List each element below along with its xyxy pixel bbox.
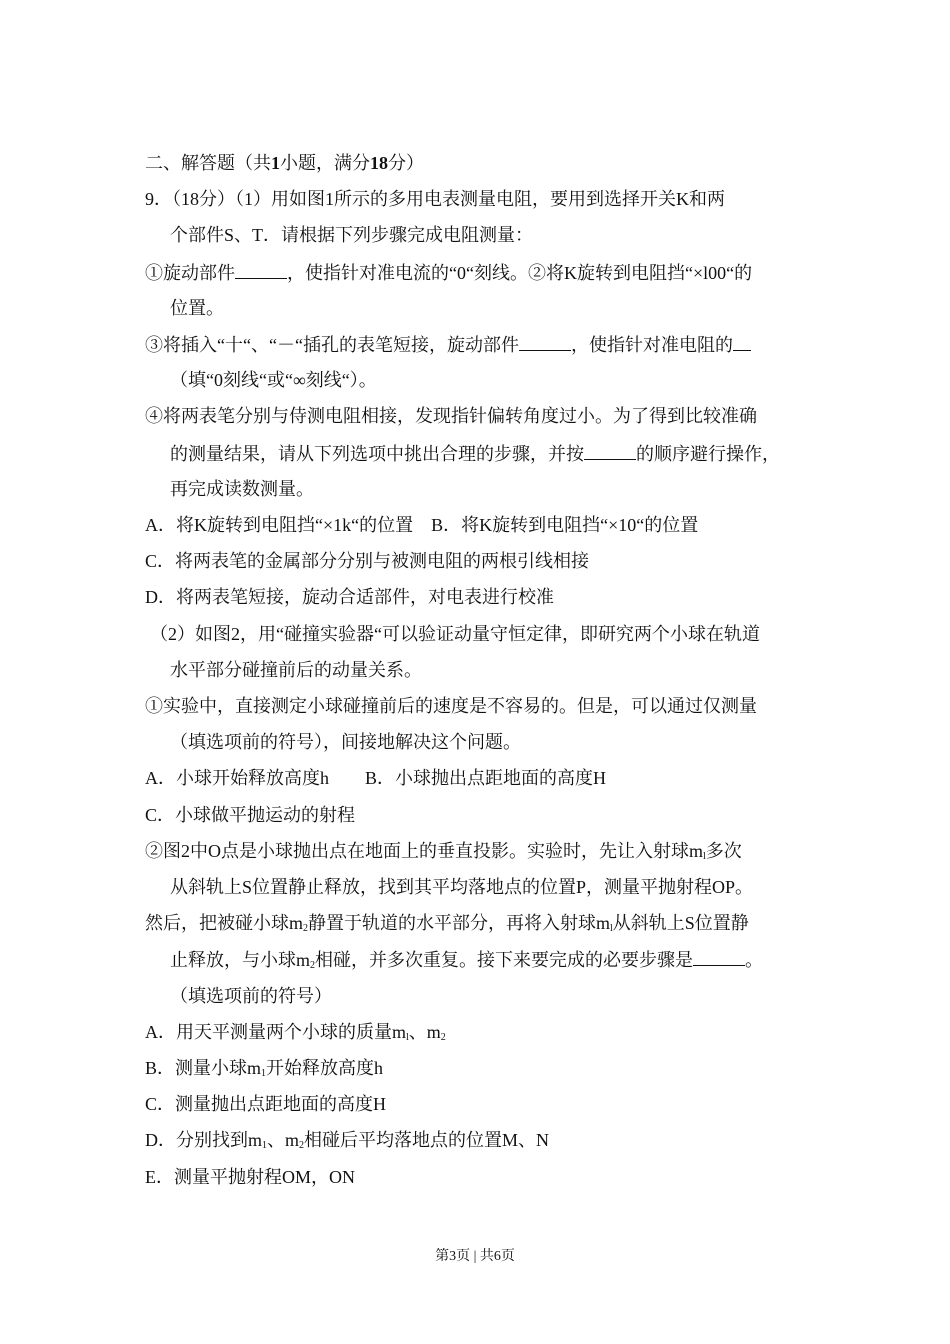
text-run: 、m — [267, 1130, 300, 1151]
text-run: （填“0刻线“或“∞刻线“）。 — [170, 370, 377, 391]
text-run: 从斜轨上S位置静 — [612, 913, 749, 934]
text-run: 分） — [388, 153, 424, 173]
text-run: （填选项前的符号），间接地解决这个问题。 — [170, 732, 521, 753]
answer-blank — [519, 333, 571, 351]
text-run: 、m — [408, 1021, 441, 1042]
text-line — [145, 1093, 386, 1115]
text-run: ④将两表笔分别与侍测电阻相接，发现指针偏转角度过小。为了得到比较准确 — [145, 406, 757, 427]
text-line — [145, 333, 751, 356]
text-run: 个部件S、T．请根据下列步骤完成电阻测量： — [170, 225, 534, 246]
text-line — [170, 369, 377, 391]
text-run: C．将两表笔的金属部分分别与被测电阻的两根引线相接 — [145, 551, 590, 572]
bold-number: 18 — [370, 153, 388, 173]
text-run: 多次 — [705, 840, 742, 861]
text-line — [170, 985, 332, 1007]
text-line — [170, 297, 224, 319]
text-line — [145, 188, 725, 210]
text-line — [145, 1057, 383, 1085]
text-run: 从斜轨上S位置静止释放，找到其平均落地点的位置P，测量平抛射程OP。 — [170, 877, 754, 897]
answer-blank — [235, 261, 287, 279]
text-line — [145, 912, 749, 940]
text-line — [145, 405, 757, 427]
text-run: ②图2中O点是小球抛出点在地面上的垂直投影。实验时，先让入射球m — [145, 840, 703, 861]
text-run: （2）如图2，用“碰撞实验器“可以验证动量守恒定律，即研究两个小球在轨道 — [150, 623, 760, 644]
subscript: 2 — [310, 960, 316, 972]
text-run: 然后，把被碰小球m — [145, 913, 304, 934]
page-footer: 第3页 | 共6页 — [435, 1249, 515, 1264]
subscript: 2 — [440, 1031, 446, 1043]
answer-blank — [693, 948, 745, 966]
text-run: D．将两表笔短接，旋动合适部件，对电表进行校准 — [145, 587, 554, 608]
text-line — [170, 948, 763, 977]
text-run: 小题，满分 — [280, 153, 370, 173]
answer-blank — [733, 333, 751, 351]
subscript: 2 — [303, 923, 309, 935]
text-run: D．分别找到m — [145, 1130, 262, 1151]
text-line — [145, 804, 355, 826]
subscript: l — [610, 923, 613, 935]
text-line — [145, 1021, 446, 1049]
text-line — [170, 478, 314, 500]
text-run: 的顺序避行操作， — [636, 443, 780, 464]
text-run: 9．（18分）（1）用如图1所示的多用电表测量电阻，要用到选择开关K和两 — [145, 189, 725, 210]
text-run: 。 — [745, 950, 764, 971]
answer-blank — [584, 442, 636, 460]
text-line — [170, 659, 422, 681]
text-run: A．用天平测量两个小球的质量m — [145, 1021, 406, 1042]
text-line — [145, 767, 606, 789]
text-line — [170, 442, 780, 465]
text-line — [145, 586, 554, 608]
text-run: 二、解答题（共 — [145, 153, 271, 173]
text-run: （填选项前的符号） — [170, 985, 332, 1006]
text-run: 再完成读数测量。 — [170, 478, 314, 499]
subscript: l — [406, 1031, 409, 1043]
text-line — [170, 731, 521, 753]
text-run: 水平部分碰撞前后的动量关系。 — [170, 659, 422, 680]
text-line — [145, 550, 589, 572]
text-run: A．小球开始释放高度h B．小球抛出点距地面的高度H — [145, 768, 607, 789]
text-run: B．测量小球m — [145, 1058, 262, 1078]
text-run: A．将K旋转到电阻挡“×1k“的位置 B．将K旋转到电阻挡“×10“的位置 — [145, 515, 699, 535]
text-line — [145, 152, 424, 174]
text-line — [150, 623, 760, 645]
text-line — [145, 695, 757, 717]
text-run: 开始释放高度h — [266, 1058, 384, 1078]
text-run: ，使指针对准电阻的 — [570, 335, 733, 355]
text-line — [145, 840, 742, 868]
bold-number: 1 — [271, 153, 280, 173]
text-run: E．测量平抛射程OM，ON — [145, 1166, 355, 1187]
text-line — [145, 1129, 549, 1157]
text-line — [145, 261, 752, 284]
text-line — [145, 1166, 355, 1188]
text-run: ①实验中，直接测定小球碰撞前后的速度是不容易的。但是，可以通过仅测量 — [145, 696, 757, 716]
subscript: 1 — [261, 1068, 267, 1079]
text-run: 静置于轨道的水平部分，再将入射球m — [308, 913, 611, 934]
text-line — [170, 876, 753, 898]
text-run: ③将插入“十“、“－“插孔的表笔短接，旋动部件 — [145, 335, 519, 355]
text-run: 相碰后平均落地点的位置M、N — [304, 1130, 550, 1151]
subscript: l — [703, 850, 706, 862]
text-run: 位置。 — [170, 297, 224, 318]
subscript: 2 — [299, 1140, 305, 1152]
text-run: 的测量结果，请从下列选项中挑出合理的步骤，并按 — [170, 443, 584, 464]
text-run: ①旋动部件 — [145, 262, 235, 283]
text-run: 止释放，与小球m — [170, 950, 311, 971]
text-line — [145, 514, 698, 536]
text-run: C．测量抛出点距地面的高度H — [145, 1094, 387, 1115]
text-run: 相碰，并多次重复。接下来要完成的必要步骤是 — [315, 950, 694, 971]
subscript: 1 — [262, 1140, 267, 1152]
text-run: C．小球做平抛运动的射程 — [145, 804, 356, 825]
text-run: ，使指针对准电流的“0“刻线。②将K旋转到电阻挡“×l00“的 — [287, 262, 753, 283]
text-line — [170, 224, 533, 246]
